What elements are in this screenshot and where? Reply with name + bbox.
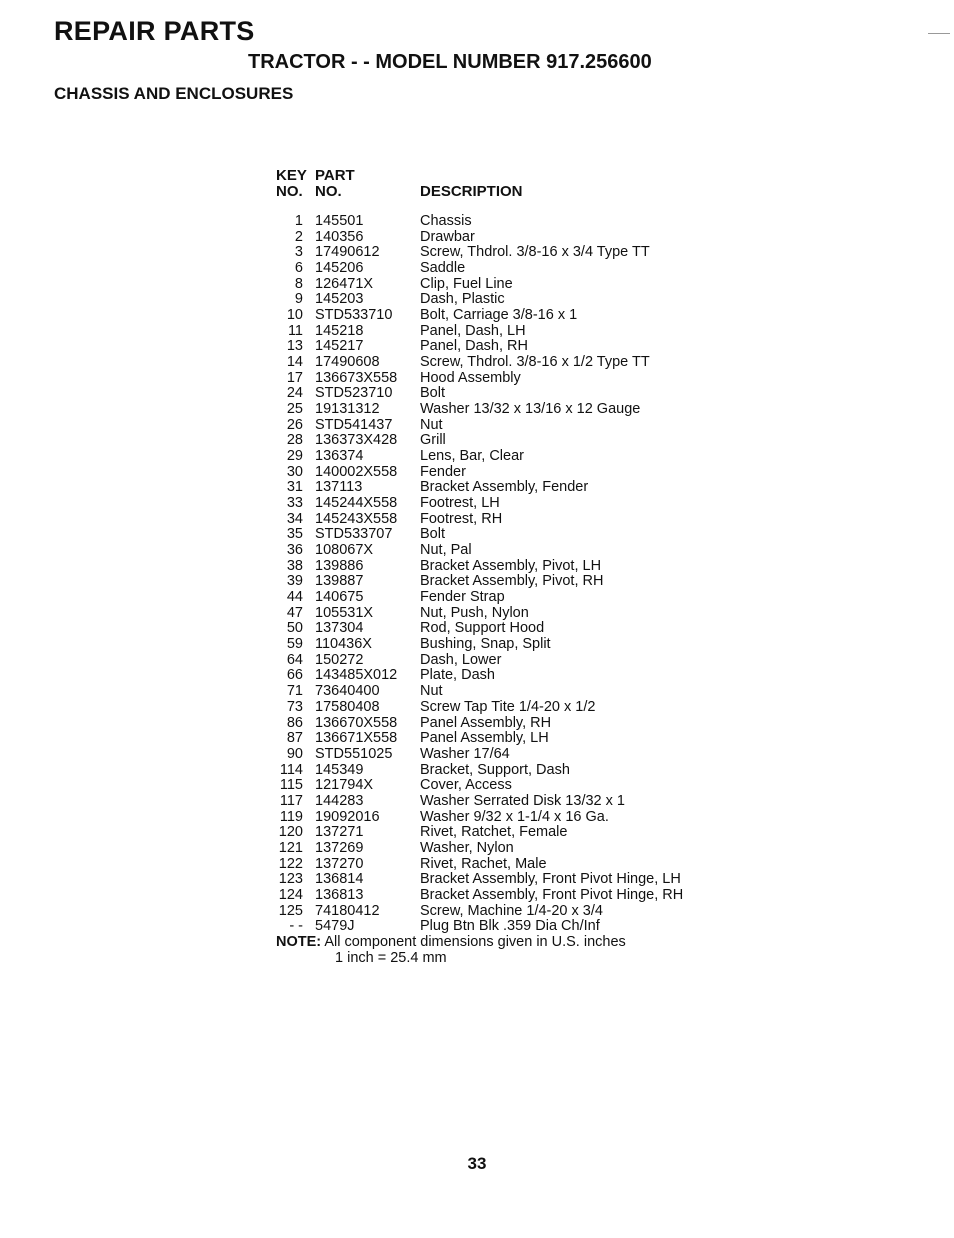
part-number-cell: 137271 — [315, 824, 364, 841]
table-row — [276, 543, 736, 559]
table-row — [276, 747, 736, 763]
key-cell: 6 — [294, 260, 303, 277]
part-number-cell: 17490608 — [315, 354, 380, 371]
table-row — [276, 794, 736, 810]
part-number-cell: 140675 — [315, 589, 364, 606]
table-row — [276, 700, 736, 716]
description-cell: Washer Serrated Disk 13/32 x 1 — [420, 792, 625, 809]
description-cell: Screw, Thdrol. 3/8-16 x 1/2 Type TT — [420, 354, 650, 371]
table-row — [276, 857, 736, 873]
description-cell: Washer 9/32 x 1-1/4 x 16 Ga. — [420, 808, 609, 825]
table-row — [276, 872, 736, 888]
key-cell: - - — [289, 918, 303, 935]
column-header-part-line1: PART — [315, 167, 355, 184]
part-number-cell: 126471X — [315, 275, 374, 292]
note-conversion: 1 inch = 25.4 mm — [335, 949, 447, 966]
part-number-cell: 140356 — [315, 228, 364, 245]
key-cell: 120 — [278, 824, 303, 841]
part-number-cell: STD551025 — [315, 745, 393, 762]
corner-mark — [928, 33, 950, 34]
description-cell: Nut — [420, 416, 443, 433]
part-number-cell: 136671X558 — [315, 730, 398, 747]
key-cell: 29 — [286, 448, 303, 465]
description-cell: Clip, Fuel Line — [420, 275, 513, 292]
table-row — [276, 527, 736, 543]
table-row — [276, 653, 736, 669]
description-cell: Footrest, RH — [420, 510, 503, 527]
key-cell: 36 — [286, 542, 303, 559]
table-row — [276, 590, 736, 606]
part-number-cell: 137113 — [315, 479, 363, 496]
model-subtitle: TRACTOR - - MODEL NUMBER 917.256600 — [248, 51, 652, 73]
part-number-cell: 140002X558 — [315, 463, 398, 480]
column-header-key-line2: NO. — [276, 183, 303, 200]
description-cell: Lens, Bar, Clear — [420, 448, 524, 465]
description-cell: Plate, Dash — [420, 667, 495, 684]
description-cell: Rivet, Rachet, Male — [420, 855, 547, 872]
table-row — [276, 684, 736, 700]
table-row — [276, 324, 736, 340]
key-cell: 3 — [294, 244, 303, 261]
part-number-cell: 136673X558 — [315, 369, 398, 386]
table-row — [276, 230, 736, 246]
table-row — [276, 245, 736, 261]
key-cell: 114 — [279, 761, 303, 778]
table-row — [276, 480, 736, 496]
note-line1 — [276, 935, 736, 951]
description-cell: Nut, Pal — [420, 542, 472, 559]
table-row — [276, 355, 736, 371]
part-number-cell: 73640400 — [315, 683, 380, 700]
table-row — [276, 763, 736, 779]
part-number-cell: 5479J — [315, 918, 355, 935]
key-cell: 28 — [286, 432, 303, 449]
key-cell: 1 — [294, 213, 303, 229]
key-cell: 47 — [286, 604, 303, 621]
key-cell: 59 — [286, 636, 303, 653]
table-row — [276, 465, 736, 481]
key-cell: 123 — [278, 871, 303, 888]
note-text: All component dimensions given in U.S. inches — [324, 933, 626, 950]
key-cell: 125 — [278, 902, 303, 919]
table-row — [276, 277, 736, 293]
table-row — [276, 261, 736, 277]
part-number-cell: 19092016 — [315, 808, 380, 825]
description-cell: Screw, Thdrol. 3/8-16 x 3/4 Type TT — [420, 244, 650, 261]
key-cell: 66 — [286, 667, 303, 684]
key-cell: 11 — [287, 322, 303, 339]
column-header-key — [276, 168, 315, 200]
description-cell: Dash, Lower — [420, 651, 502, 668]
key-cell: 90 — [286, 745, 303, 762]
key-cell: 8 — [294, 275, 303, 292]
key-cell: 30 — [286, 463, 303, 480]
table-row — [276, 402, 736, 418]
key-cell: 117 — [279, 792, 303, 809]
table-row — [276, 308, 736, 324]
key-cell: 50 — [286, 620, 303, 637]
page-title: REPAIR PARTS — [54, 16, 255, 46]
description-cell: Saddle — [420, 260, 466, 277]
part-number-cell: 108067X — [315, 542, 374, 559]
part-number-cell: 145206 — [315, 260, 364, 277]
description-cell: Footrest, LH — [420, 495, 500, 512]
table-row — [276, 919, 736, 935]
key-cell: 14 — [286, 354, 303, 371]
part-number-cell: 17490612 — [315, 244, 380, 261]
part-number-cell: STD533710 — [315, 307, 393, 324]
description-cell: Bracket Assembly, Pivot, LH — [420, 557, 602, 574]
part-number-cell: 145218 — [315, 322, 364, 339]
key-cell: 124 — [278, 886, 303, 903]
table-row — [276, 716, 736, 732]
key-cell: 24 — [286, 385, 303, 402]
table-row — [276, 778, 736, 794]
description-cell: Screw, Machine 1/4-20 x 3/4 — [420, 902, 603, 919]
part-number-cell: 144283 — [315, 792, 364, 809]
part-number-cell: 105531X — [315, 604, 374, 621]
part-number-cell: 150272 — [315, 651, 364, 668]
table-row — [276, 559, 736, 575]
parts-table — [276, 168, 736, 966]
part-number-cell: 136813 — [315, 886, 364, 903]
table-row — [276, 418, 736, 434]
table-row — [276, 888, 736, 904]
part-number-cell: 19131312 — [315, 401, 380, 418]
key-cell: 34 — [286, 510, 303, 527]
part-number-cell: STD541437 — [315, 416, 393, 433]
description-cell: Cover, Access — [420, 777, 512, 794]
key-cell: 2 — [294, 228, 303, 245]
key-cell: 119 — [279, 808, 303, 825]
table-row — [276, 512, 736, 528]
description-cell: Rod, Support Hood — [420, 620, 545, 637]
key-cell: 71 — [286, 683, 303, 700]
table-row — [276, 574, 736, 590]
part-number-cell: 137304 — [315, 620, 364, 637]
description-cell: Plug Btn Blk .359 Dia Ch/Inf — [420, 918, 600, 935]
table-row — [276, 810, 736, 826]
part-number-cell: 136373X428 — [315, 432, 398, 449]
table-row — [276, 449, 736, 465]
key-cell: 39 — [286, 573, 303, 590]
part-number-cell: 136374 — [315, 448, 364, 465]
description-cell: Bracket Assembly, Pivot, RH — [420, 573, 604, 590]
description-cell: Bolt — [420, 526, 445, 543]
part-number-cell: 121794X — [315, 777, 374, 794]
page-number: 33 — [467, 1154, 487, 1173]
part-number-cell: 139886 — [315, 557, 364, 574]
part-number-cell: 145349 — [315, 761, 364, 778]
description-cell: Washer, Nylon — [420, 839, 514, 856]
key-cell: 25 — [286, 401, 303, 418]
description-cell: Fender Strap — [420, 589, 505, 606]
table-row — [276, 606, 736, 622]
table-body — [276, 214, 736, 935]
column-header-part-line2: NO. — [315, 183, 342, 200]
table-row — [276, 731, 736, 747]
description-cell: Bracket Assembly, Front Pivot Hinge, LH — [420, 871, 681, 888]
key-cell: 87 — [286, 730, 303, 747]
part-number-cell: 136670X558 — [315, 714, 398, 731]
table-row — [276, 668, 736, 684]
description-cell: Hood Assembly — [420, 369, 521, 386]
table-row — [276, 621, 736, 637]
key-cell: 122 — [278, 855, 303, 872]
part-number-cell: 139887 — [315, 573, 364, 590]
description-cell: Bolt, Carriage 3/8-16 x 1 — [420, 307, 578, 324]
table-row — [276, 841, 736, 857]
part-number-cell: 74180412 — [315, 902, 380, 919]
table-row — [276, 433, 736, 449]
table-row — [276, 496, 736, 512]
description-cell: Bushing, Snap, Split — [420, 636, 551, 653]
key-cell: 10 — [286, 307, 303, 324]
table-row — [276, 386, 736, 402]
table-row — [276, 214, 736, 230]
key-cell: 38 — [286, 557, 303, 574]
table-row — [276, 637, 736, 653]
part-number-cell: 145203 — [315, 291, 364, 308]
table-row — [276, 339, 736, 355]
description-cell: Screw Tap Tite 1/4-20 x 1/2 — [420, 698, 596, 715]
key-cell: 35 — [286, 526, 303, 543]
part-number-cell: STD533707 — [315, 526, 393, 543]
key-cell: 26 — [286, 416, 303, 433]
note-label: NOTE: — [276, 933, 322, 950]
key-cell: 44 — [286, 589, 303, 606]
key-cell: 86 — [286, 714, 303, 731]
key-cell: 17 — [286, 369, 303, 386]
part-number-cell: 145501 — [315, 213, 364, 229]
table-row — [276, 292, 736, 308]
table-row — [276, 904, 736, 920]
description-cell: Bracket, Support, Dash — [420, 761, 570, 778]
description-cell: Washer 13/32 x 13/16 x 12 Gauge — [420, 401, 641, 418]
table-row — [276, 371, 736, 387]
description-cell: Drawbar — [420, 228, 475, 245]
description-cell: Grill — [420, 432, 446, 449]
description-cell: Bracket Assembly, Front Pivot Hinge, RH — [420, 886, 684, 903]
key-cell: 115 — [279, 777, 303, 794]
description-cell: Rivet, Ratchet, Female — [420, 824, 568, 841]
description-cell: Panel, Dash, LH — [420, 322, 526, 339]
part-number-cell: 110436X — [315, 636, 372, 653]
part-number-cell: 145243X558 — [315, 510, 398, 527]
table-header — [276, 168, 736, 200]
section-title: CHASSIS AND ENCLOSURES — [54, 84, 294, 103]
description-cell: Washer 17/64 — [420, 745, 510, 762]
description-cell: Nut — [420, 683, 443, 700]
key-cell: 9 — [294, 291, 303, 308]
description-cell: Dash, Plastic — [420, 291, 505, 308]
table-row — [276, 825, 736, 841]
key-cell: 33 — [286, 495, 303, 512]
key-cell: 121 — [278, 839, 303, 856]
key-cell: 64 — [286, 651, 303, 668]
part-number-cell: 137270 — [315, 855, 364, 872]
key-cell: 31 — [286, 479, 303, 496]
description-cell: Panel Assembly, LH — [420, 730, 549, 747]
part-number-cell: 145217 — [315, 338, 364, 355]
description-cell: Bolt — [420, 385, 445, 402]
part-number-cell: 136814 — [315, 871, 364, 888]
description-cell: Panel Assembly, RH — [420, 714, 552, 731]
description-cell: Fender — [420, 463, 466, 480]
key-cell: 73 — [286, 698, 303, 715]
part-number-cell: 137269 — [315, 839, 364, 856]
part-number-cell: 17580408 — [315, 698, 380, 715]
description-cell: Chassis — [420, 213, 472, 229]
description-cell: Panel, Dash, RH — [420, 338, 528, 355]
description-cell: Nut, Push, Nylon — [420, 604, 529, 621]
part-number-cell: 145244X558 — [315, 495, 398, 512]
column-header-key-line1: KEY — [276, 167, 307, 184]
part-number-cell: 143485X012 — [315, 667, 398, 684]
part-number-cell: STD523710 — [315, 385, 393, 402]
column-header-part — [315, 168, 420, 200]
description-cell: Bracket Assembly, Fender — [420, 479, 589, 496]
note — [276, 935, 736, 966]
column-header-description: DESCRIPTION — [420, 183, 523, 200]
key-cell: 13 — [286, 338, 303, 355]
